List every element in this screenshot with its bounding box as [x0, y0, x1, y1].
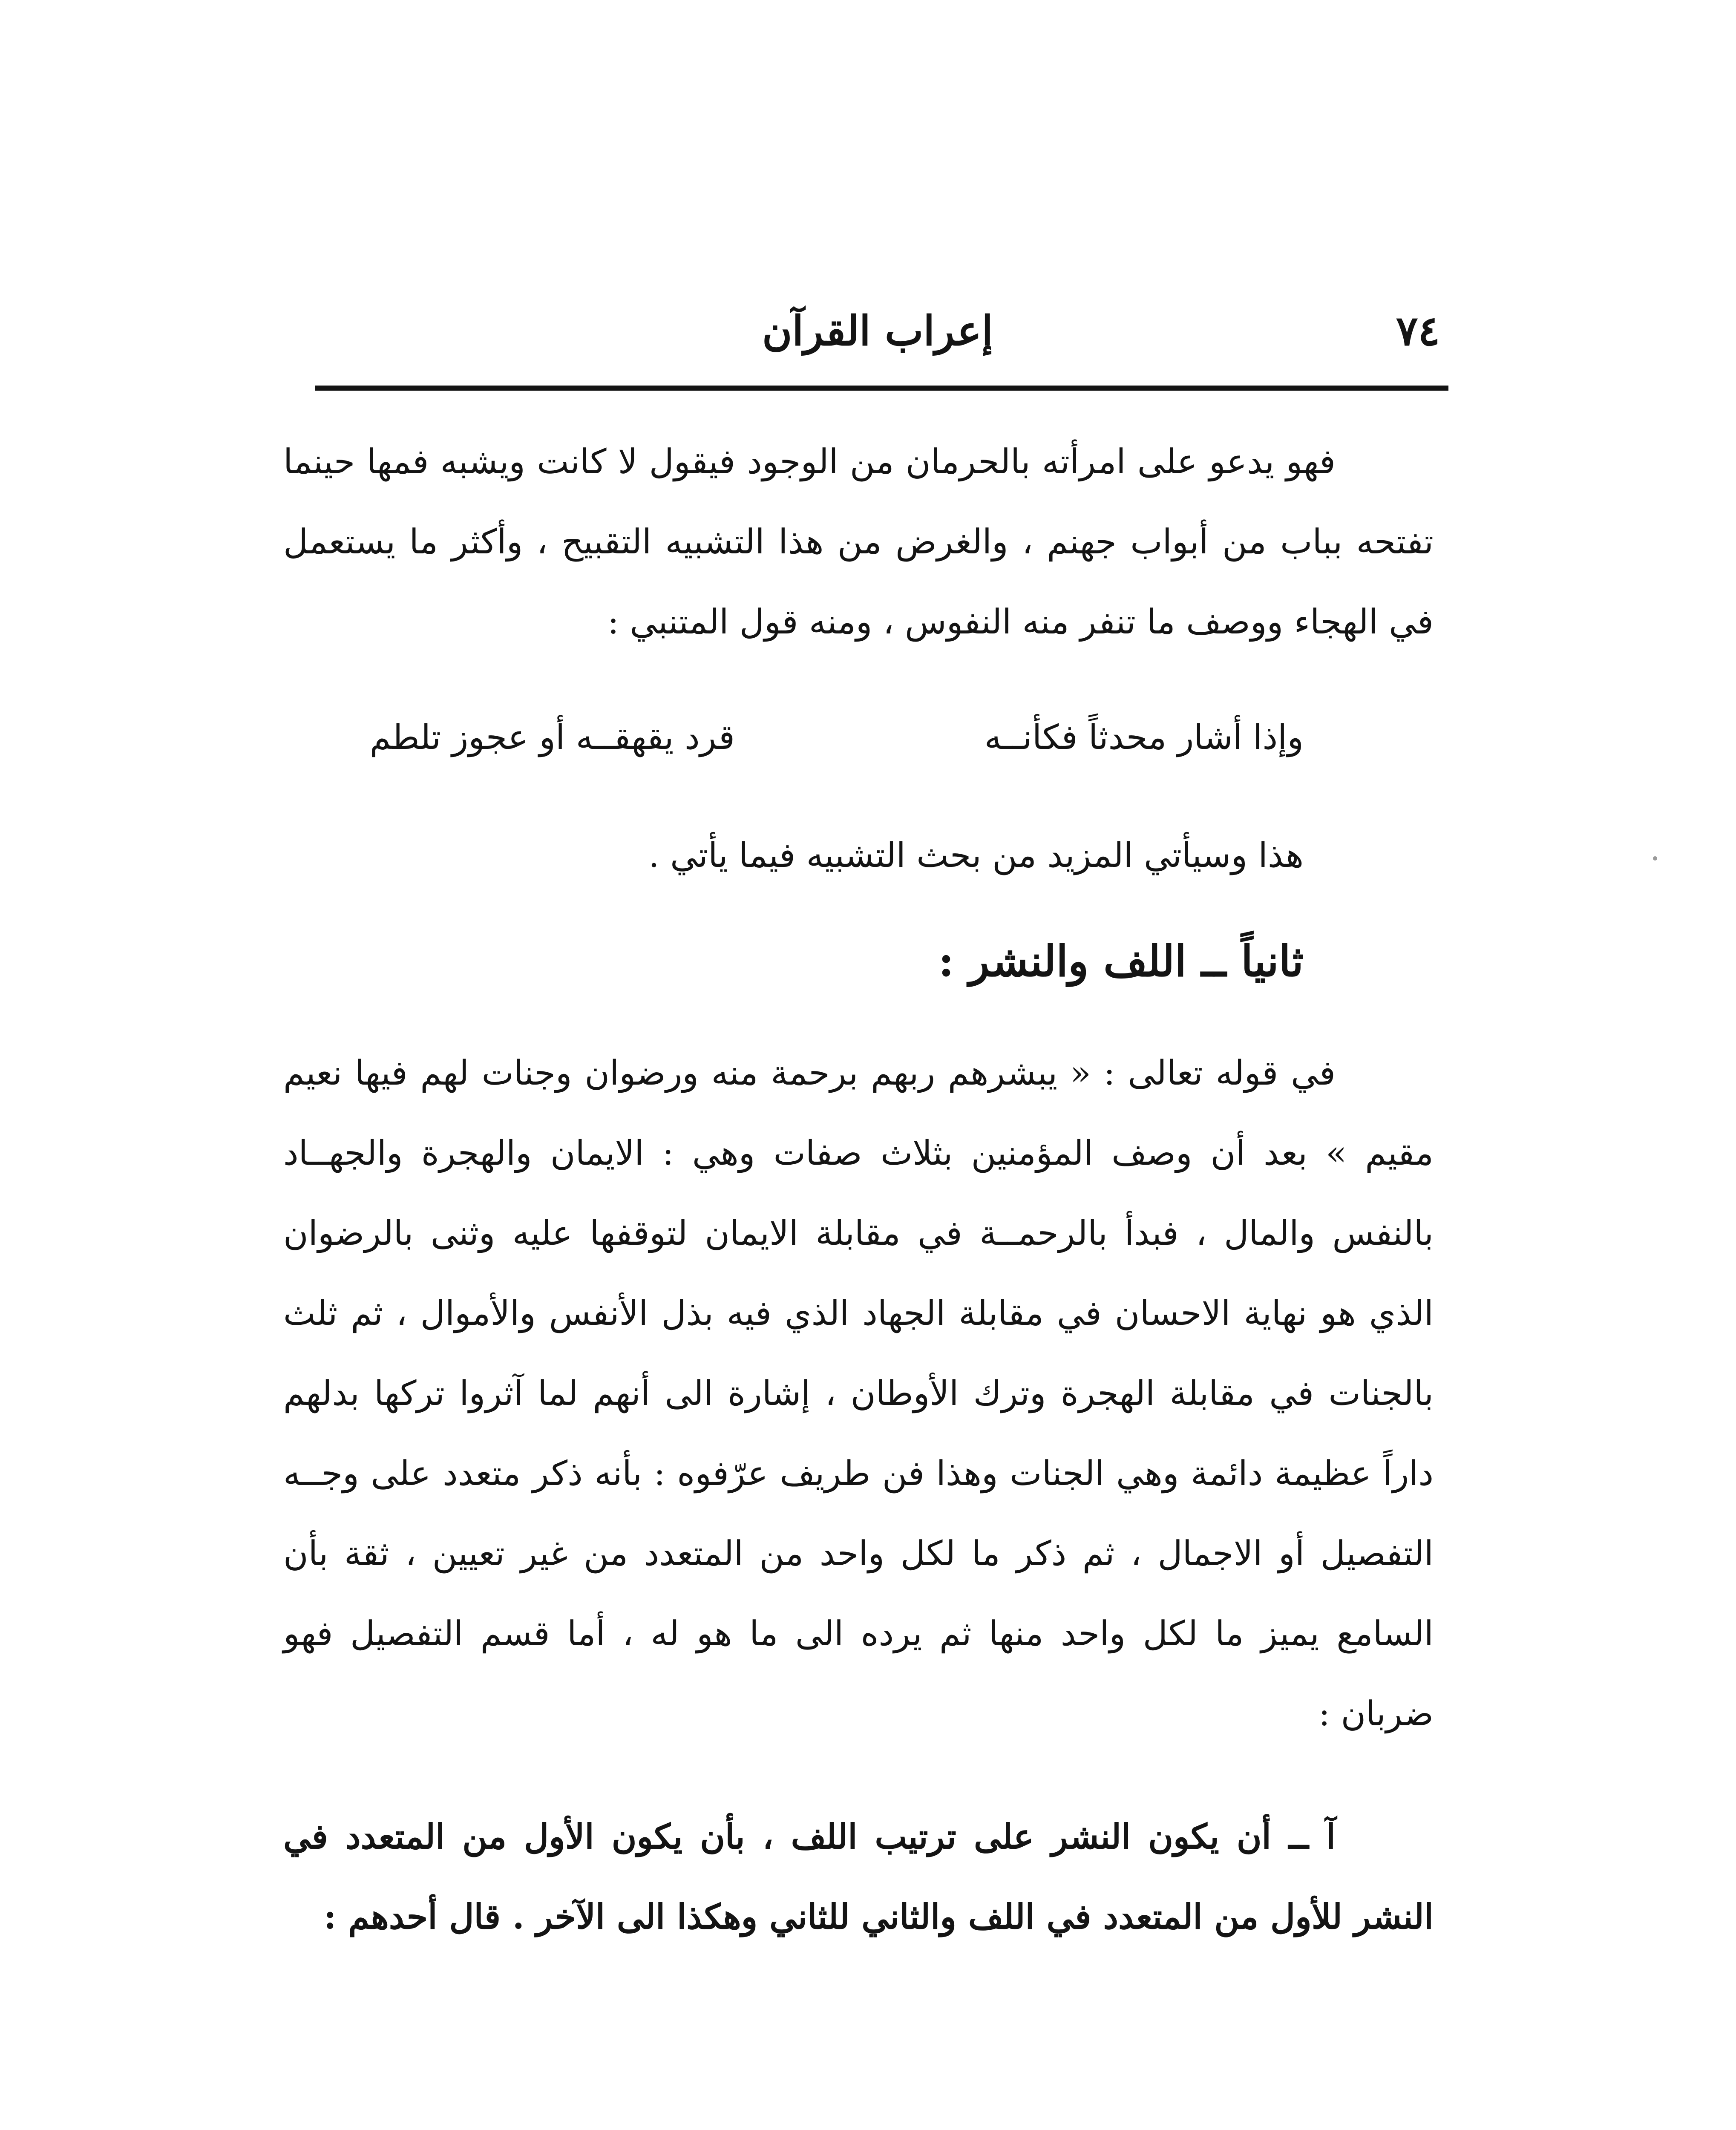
page-header — [315, 298, 1440, 362]
paragraph-1: فهو يدعو على امرأته بالحرمان من الوجود فيقول لا كانت ويشبه فمها حينما تفتحه بباب من أبواب جهنم ، والغرض من هذا التشبيه التقبيح ، وأكثر ما يستعمل في الهجاء ووصف ما تنفر منه النفوس ، ومنه قول المتنبي : — [283, 442, 1434, 642]
second-hemistich: قرد يقهقــه أو عجوز تلطم — [369, 717, 735, 757]
page-number: ٧٤ — [1396, 307, 1440, 355]
note-line: هذا وسيأتي المزيد من بحث التشبيه فيما يأتي . — [648, 835, 1304, 875]
poetry-verse — [283, 717, 1434, 803]
page-body — [283, 422, 1434, 1957]
paragraph-gap — [283, 1754, 1434, 1796]
section-heading: ثانياً ــ اللف والنشر : — [938, 936, 1304, 986]
paragraph-3: آ ــ أن يكون النشر على ترتيب اللف ، بأن يكون الأول من المتعدد في النشر للأول من المتعدد في اللف والثاني للثاني وهكذا الى الآخر . قال أحدهم : — [283, 1816, 1434, 1937]
paragraph-2: في قوله تعالى : « يبشرهم ربهم برحمة منه ورضوان وجنات لهم فيها نعيم مقيم » بعد أن وصف المؤمنين بثلاث صفات وهي : الايمان والهجرة والجهــاد بالنفس والمال ، فبدأ بالرحمــة في مقابلة الايمان لتوقفها عليه وثنى بالرضوان الذي هو نهاية الاحسان في مقابلة الجهاد الذي فيه بذل الأنفس والأموال ، ثم ثلث بالجنات في مقابلة الهجرة وترك الأوطان ، إشارة الى أنهم لما آثروا تركها بدلهم داراً عظيمة دائمة وهي الجنات وهذا فن طريف عرّفوه : بأنه ذكر متعدد على وجــه التفصيل أو الاجمال ، ثم ذكر ما لكل واحد من المتعدد من غير تعيين ، ثقة بأن السامع يميز ما لكل واحد منها ثم يرده الى ما هو له ، أما قسم التفصيل فهو ضربان : — [283, 1053, 1434, 1733]
header-rule — [315, 386, 1448, 391]
scan-speck — [1653, 856, 1657, 861]
first-hemistich: وإذا أشار محدثاً فكأنــه — [984, 717, 1304, 757]
running-title: إعراب القرآن — [762, 307, 993, 355]
